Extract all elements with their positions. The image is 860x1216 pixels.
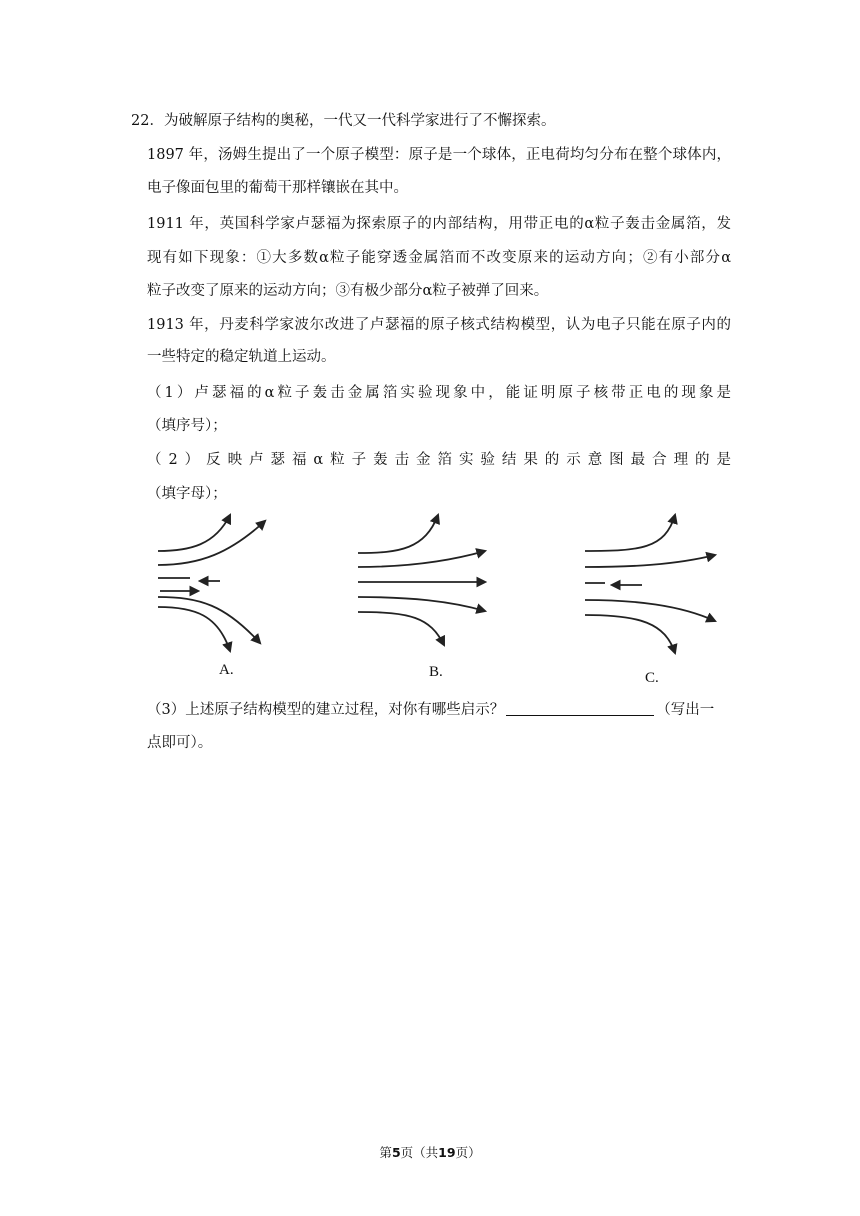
subquestion-3-line1: （3）上述原子结构模型的建立过程，对你有哪些启示？ （写出一 <box>147 702 715 718</box>
diagram-b-path <box>358 551 485 567</box>
subquestion-1-line1: （1）卢瑟福的α粒子轰击金属箔实验现象中，能证明原子核带正电的现象是 <box>147 385 731 401</box>
diagram-b-path <box>358 597 485 611</box>
diagram-a-path <box>158 607 230 651</box>
diagram-c-path <box>585 615 675 653</box>
question-intro: 22．为破解原子结构的奥秘，一代又一代科学家进行了不懈探索。 <box>131 113 556 129</box>
diagram-c <box>585 515 715 653</box>
figure-a-label: A. <box>219 662 234 678</box>
paragraph-1897-line2: 电子像面包里的葡萄干那样镶嵌在其中。 <box>147 180 408 196</box>
paragraph-1897-line1: 1897 年，汤姆生提出了一个原子模型：原子是一个球体，正电荷均匀分布在整个球体内， <box>147 147 731 163</box>
subquestion-1-line2: （填序号）； <box>147 418 227 434</box>
page-number: 5 <box>391 1145 401 1160</box>
paragraph-1911-line3: 粒子改变了原来的运动方向；③有极少部分α粒子被弹了回来。 <box>147 283 549 299</box>
paragraph-1913-line2: 一些特定的稳定轨道上运动。 <box>147 349 336 365</box>
question-number: 22． <box>131 113 164 129</box>
diagram-c-path <box>585 515 675 551</box>
paragraph-1913-line1: 1913 年，丹麦科学家波尔改进了卢瑟福的原子核式结构模型，认为电子只能在原子内的 <box>147 317 731 333</box>
diagram-a-path <box>158 521 265 565</box>
figure-c-label: C. <box>645 670 659 686</box>
total-pages: 19 <box>438 1145 456 1160</box>
subquestion-3-line2: 点即可）。 <box>147 735 213 751</box>
answer-blank[interactable] <box>506 701 654 716</box>
subquestion-2-line1: （2）反映卢瑟福α粒子轰击金箔实验结果的示意图最合理的是 <box>147 452 731 468</box>
diagram-c-path <box>585 555 715 567</box>
figure-b-label: B. <box>429 664 443 680</box>
diagram-b <box>358 515 485 645</box>
diagram-b-path <box>358 612 444 645</box>
diagram-a <box>158 515 265 651</box>
paragraph-1911-line2: 现有如下现象：①大多数α粒子能穿透金属箔而不改变原来的运动方向；②有小部分α <box>147 250 731 266</box>
paragraph-1911-line1: 1911 年，英国科学家卢瑟福为探索原子的内部结构，用带正电的α粒子轰击金属箔，发 <box>147 216 731 232</box>
subquestion-2-line2: （填字母）； <box>147 486 227 502</box>
diagram-b-path <box>358 515 438 553</box>
page-footer: 第5页（共19页） <box>379 1145 481 1160</box>
diagram-c-path <box>585 600 715 621</box>
diagram-a-path <box>158 515 230 551</box>
